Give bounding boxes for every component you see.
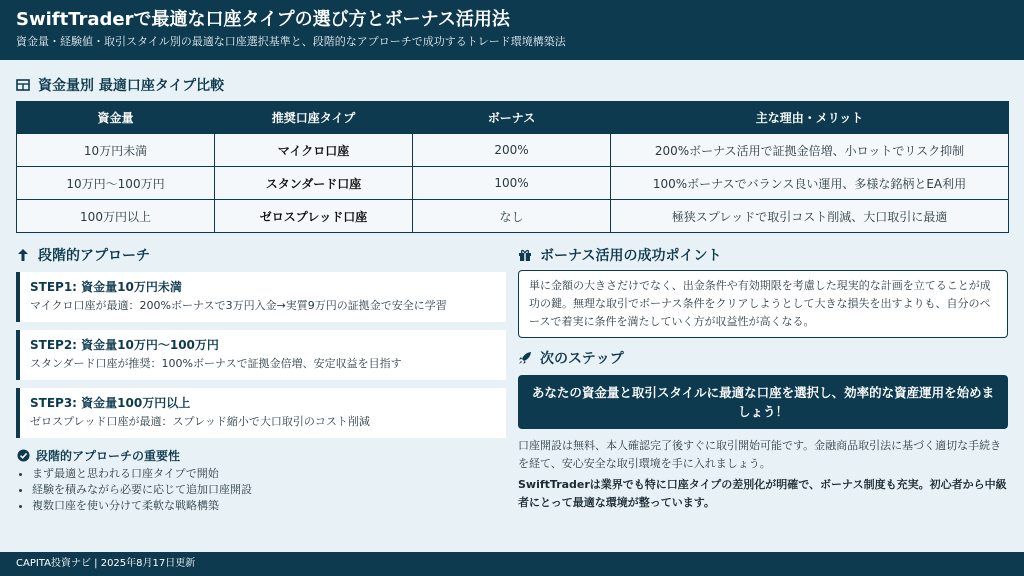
step-title: STEP2: 資金量10万円〜100万円 — [30, 338, 219, 352]
next-paragraph-2: SwiftTraderは業界でも特に口座タイプの差別化が明確で、ボーナス制度も充実。初心者から中級者にとって最適な環境が整っています。 — [518, 478, 1007, 509]
header-cell-account-type: 推奨口座タイプ — [215, 102, 413, 134]
table-cell: ゼロスプレッド口座 — [215, 200, 413, 233]
table-row — [17, 200, 1009, 233]
table-cell: 10万円未満 — [17, 134, 215, 167]
table-cell: 極狭スプレッドで取引コスト削減、大口取引に最適 — [611, 200, 1009, 233]
step-desc: マイクロ口座が最適：200%ボーナスで3万円入金→実質9万円の証拠金で安全に学習 — [30, 299, 447, 312]
step-title: STEP1: 資金量10万円未満 — [30, 280, 182, 294]
table-cell: 100% — [413, 167, 611, 200]
list-item: • まず最適と思われる口座タイプで開始 — [32, 466, 252, 482]
table-cell: 200%ボーナス活用で証拠金倍増、小ロットでリスク抑制 — [611, 134, 1009, 167]
page-footer: CAPITA投資ナビ | 2025年8月17日更新 — [0, 552, 1024, 576]
header-cell-bonus: ボーナス — [413, 102, 611, 134]
table-cell: 10万円〜100万円 — [17, 167, 215, 200]
comparison-table — [16, 101, 1009, 233]
bonus-description-box: 単に金額の大きさだけでなく、出金条件や有効期限を考慮した現実的な計画を立てることが成功の鍵。無理な取引でボーナス条件をクリアしようとして大きな損失を出すよりも、自分のペースで着実に条件を満たしていく方が収益性が高くなる。 — [518, 270, 1008, 338]
next-title-text: 次のステップ — [540, 351, 624, 367]
step-desc: スタンダード口座が推奨：100%ボーナスで証拠金倍増、安定収益を目指す — [30, 357, 402, 370]
importance-title — [16, 447, 180, 464]
table-cell: マイクロ口座 — [215, 134, 413, 167]
step-card-1 — [16, 272, 506, 322]
bonus-section-title — [518, 245, 721, 265]
approach-title-text: 段階的アプローチ — [38, 248, 150, 264]
gift-icon — [518, 248, 532, 262]
list-item: • 複数口座を使い分けて柔軟な戦略構築 — [32, 498, 252, 514]
check-circle-icon — [16, 449, 30, 463]
page-header — [0, 0, 1024, 60]
table-cell: 100万円以上 — [17, 200, 215, 233]
step-desc: ゼロスプレッド口座が最適：スプレッド縮小で大口取引のコスト削減 — [30, 415, 370, 428]
bonus-title-text: ボーナス活用の成功ポイント — [540, 248, 722, 264]
table-row — [17, 134, 1009, 167]
comparison-section-title — [16, 75, 224, 95]
header-cell-merit: 主な理由・メリット — [611, 102, 1009, 134]
list-item: • 経験を積みながら必要に応じて追加口座開設 — [32, 482, 252, 498]
next-paragraph-1: 口座開設は無料、本人確認完了後すぐに取引開始可能です。金融商品取引法に基づく適切な手続きを経て、安心安全な取引環境を手に入れましょう。 — [518, 439, 1002, 470]
header-cell-capital: 資金量 — [17, 102, 215, 134]
approach-section-title — [16, 245, 150, 265]
page-subtitle: 資金量・経験値・取引スタイル別の最適な口座選択基準と、段階的なアプローチで成功するトレード環境構築法 — [16, 35, 566, 48]
table-cell: 200% — [413, 134, 611, 167]
table-icon — [16, 78, 30, 92]
arrow-up-icon — [16, 248, 30, 262]
step-card-2 — [16, 330, 506, 380]
table-cell: 100%ボーナスでバランス良い運用、多様な銘柄とEA利用 — [611, 167, 1009, 200]
comparison-title-text: 資金量別 最適口座タイプ比較 — [38, 78, 225, 94]
next-section-title — [518, 348, 624, 368]
table-cell: スタンダード口座 — [215, 167, 413, 200]
step-card-3 — [16, 388, 506, 438]
page-title: SwiftTraderで最適な口座タイプの選び方とボーナス活用法 — [16, 9, 510, 30]
table-header-row — [17, 102, 1009, 134]
step-title: STEP3: 資金量100万円以上 — [30, 396, 191, 410]
cta-banner[interactable]: あなたの資金量と取引スタイルに最適な口座を選択し、効率的な資産運用を始めましょう！ — [518, 375, 1008, 429]
table-row — [17, 167, 1009, 200]
importance-title-text: 段階的アプローチの重要性 — [36, 449, 181, 463]
table-cell: なし — [413, 200, 611, 233]
importance-list — [32, 466, 252, 514]
rocket-icon — [518, 351, 532, 365]
